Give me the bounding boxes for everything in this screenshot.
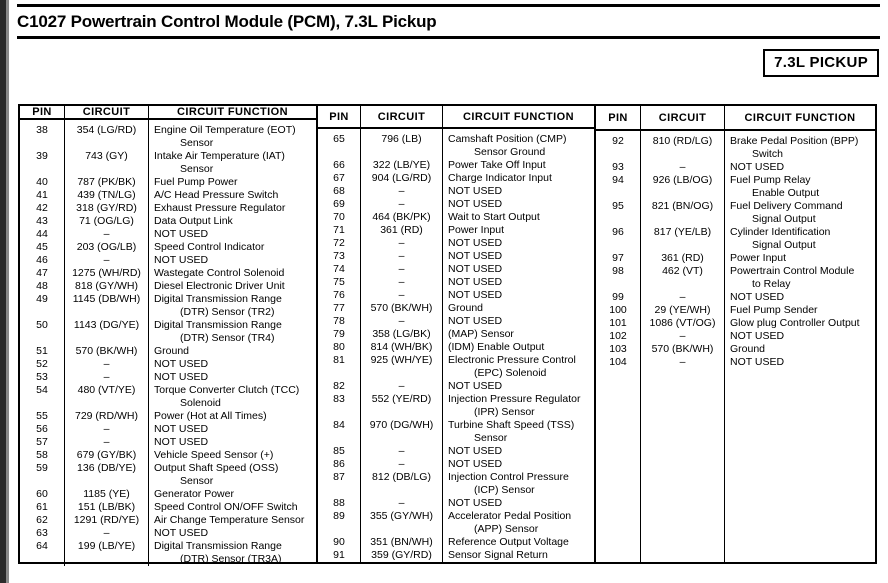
table-cell-circuit: – — [103, 436, 110, 448]
column-header-function: CIRCUIT FUNCTION — [148, 106, 316, 118]
table-cell-pin: 63 — [36, 527, 48, 539]
row-spacer — [318, 367, 360, 380]
table-cell-function-continued: Switch — [752, 148, 783, 160]
table-cell-function: Reference Output Voltage — [448, 536, 569, 548]
table-cell-circuit: 151 (LB/BK) — [77, 501, 136, 513]
row-spacer — [65, 553, 148, 566]
table-cell-pin: 89 — [333, 510, 345, 522]
table-cell-circuit: 925 (WH/YE) — [370, 354, 433, 366]
table-cell-pin: 68 — [333, 185, 345, 197]
table-cell-pin: 64 — [36, 540, 48, 552]
table-cell-circuit: 136 (DB/YE) — [77, 462, 136, 474]
table-cell-function: Output Shaft Speed (OSS) Sensor — [149, 462, 316, 488]
table-cell-pin: 38 — [36, 124, 48, 136]
table-cell-function-continued: Sensor — [180, 137, 214, 149]
table-cell-function-continued: (EPC) Solenoid — [474, 367, 547, 379]
table-cell-circuit: 970 (DG/WH) — [369, 419, 434, 431]
table-cell-circuit: 787 (PK/BK) — [77, 176, 136, 188]
table-cell-function: Power Take Off Input — [448, 159, 546, 171]
table-cell-function: A/C Head Pressure Switch — [154, 189, 279, 201]
table-cell-function-continued: (DTR) Sensor (TR4) — [180, 332, 275, 344]
table-cell-circuit: – — [103, 527, 110, 539]
table-cell-function: NOT USED — [154, 254, 209, 266]
table-cell-function: Digital Transmission Range (DTR) Sensor (TR3A) — [149, 540, 316, 566]
table-cell-circuit: 814 (WH/BK) — [370, 341, 433, 353]
table-cell-function: Vehicle Speed Sensor (+) — [154, 449, 274, 461]
table-cell-function: Brake Pedal Position (BPP) Switch — [725, 135, 875, 161]
table-cell-circuit: 1086 (VT/OG) — [649, 317, 716, 329]
table-cell-function: NOT USED — [154, 371, 209, 383]
table-cell-circuit: 818 (GY/WH) — [74, 280, 138, 292]
badge-row — [9, 39, 888, 79]
table-cell-circuit: 570 (BK/WH) — [370, 302, 433, 314]
row-spacer — [318, 406, 360, 419]
row-spacer — [361, 432, 442, 445]
table-cell-function: NOT USED — [448, 198, 503, 210]
table-cell-circuit: 743 (GY) — [85, 150, 128, 162]
table-cell-pin: 83 — [333, 393, 345, 405]
table-cell-circuit: 926 (LB/OG) — [652, 174, 713, 186]
table-cell-function: NOT USED — [448, 315, 503, 327]
table-cell-function-continued: Sensor — [180, 163, 214, 175]
column-header-function: CIRCUIT FUNCTION — [442, 106, 594, 127]
table-body — [318, 129, 594, 562]
table-cell-pin: 62 — [36, 514, 48, 526]
table-cell-pin: 95 — [612, 200, 624, 212]
table-header-row — [596, 106, 875, 131]
table-cell-function: NOT USED — [448, 445, 503, 457]
table-cell-circuit: – — [398, 289, 405, 301]
table-cell-circuit: 203 (OG/LB) — [76, 241, 137, 253]
table-cell-function-continued: Solenoid — [180, 397, 221, 409]
table-cell-circuit: – — [398, 237, 405, 249]
pin-column — [318, 129, 360, 562]
table-cell-pin: 41 — [36, 189, 48, 201]
table-cell-circuit: 199 (LB/YE) — [77, 540, 136, 552]
table-cell-function: NOT USED — [448, 263, 503, 275]
table-cell-function: Accelerator Pedal Position (APP) Sensor — [443, 510, 594, 536]
pin-column — [596, 131, 640, 562]
table-cell-pin: 61 — [36, 501, 48, 513]
table-cell-function: Wastegate Control Solenoid — [154, 267, 285, 279]
table-cell-circuit: – — [103, 423, 110, 435]
table-cell-pin: 77 — [333, 302, 345, 314]
table-cell-circuit: – — [398, 497, 405, 509]
table-cell-pin: 50 — [36, 319, 48, 331]
table-cell-circuit: – — [398, 198, 405, 210]
column-header-circuit: CIRCUIT — [64, 106, 148, 118]
table-cell-pin: 57 — [36, 436, 48, 448]
table-cell-function: Air Change Temperature Sensor — [154, 514, 305, 526]
table-cell-pin: 79 — [333, 328, 345, 340]
table-cell-function: NOT USED — [448, 289, 503, 301]
table-cell-circuit: 812 (DB/LG) — [372, 471, 431, 483]
table-cell-function-continued: (DTR) Sensor (TR3A) — [180, 553, 282, 565]
table-cell-function-continued: Sensor — [180, 475, 214, 487]
table-cell-pin: 76 — [333, 289, 345, 301]
table-cell-pin: 67 — [333, 172, 345, 184]
table-cell-circuit: – — [679, 161, 686, 173]
table-cell-function-continued: (APP) Sensor — [474, 523, 539, 535]
table-cell-circuit: – — [103, 254, 110, 266]
table-cell-pin: 75 — [333, 276, 345, 288]
table-cell-circuit: 810 (RD/LG) — [652, 135, 713, 147]
table-cell-function: Digital Transmission Range (DTR) Sensor (TR4) — [149, 319, 316, 345]
table-cell-pin: 90 — [333, 536, 345, 548]
column-header-circuit: CIRCUIT — [360, 106, 442, 127]
table-cell-function: Engine Oil Temperature (EOT) Sensor — [149, 124, 316, 150]
table-cell-function: Wait to Start Output — [448, 211, 540, 223]
table-cell-circuit: 358 (LG/BK) — [372, 328, 431, 340]
table-cell-pin: 47 — [36, 267, 48, 279]
table-cell-circuit: 1275 (WH/RD) — [72, 267, 141, 279]
table-cell-circuit: – — [398, 445, 405, 457]
table-cell-function: Ground — [448, 302, 484, 314]
table-cell-function: NOT USED — [448, 497, 503, 509]
table-cell-function: NOT USED — [154, 436, 209, 448]
column-header-pin: PIN — [329, 110, 349, 123]
table-cell-circuit: – — [398, 263, 405, 275]
table-cell-circuit: – — [679, 330, 686, 342]
table-cell-function-continued: Signal Output — [752, 239, 816, 251]
table-cell-pin: 65 — [333, 133, 345, 145]
table-cell-pin: 45 — [36, 241, 48, 253]
table-cell-pin: 103 — [609, 343, 627, 355]
table-cell-function: NOT USED — [730, 356, 785, 368]
table-cell-function: Power (Hot at All Times) — [154, 410, 267, 422]
table-cell-circuit: – — [398, 185, 405, 197]
row-spacer — [65, 475, 148, 488]
table-cell-function-continued: (ICP) Sensor — [474, 484, 535, 496]
table-cell-pin: 51 — [36, 345, 48, 357]
column-header-pin: PIN — [32, 106, 52, 118]
table-block-3 — [594, 106, 875, 562]
table-cell-function: Ground — [730, 343, 766, 355]
circuit-column — [360, 129, 442, 562]
table-cell-function: Fuel Delivery Command Signal Output — [725, 200, 875, 226]
table-cell-circuit: 71 (OG/LG) — [79, 215, 134, 227]
table-cell-circuit: 318 (GY/RD) — [76, 202, 137, 214]
table-cell-function-continued: (DTR) Sensor (TR2) — [180, 306, 275, 318]
table-cell-circuit: 1185 (YE) — [83, 488, 130, 500]
table-cell-pin: 73 — [333, 250, 345, 262]
row-spacer — [65, 306, 148, 319]
table-cell-pin: 59 — [36, 462, 48, 474]
table-cell-function: Sensor Signal Return — [448, 549, 548, 561]
column-header-function: CIRCUIT FUNCTION — [724, 106, 875, 129]
table-cell-pin: 42 — [36, 202, 48, 214]
function-column — [442, 129, 594, 562]
table-cell-function-continued: (IPR) Sensor — [474, 406, 535, 418]
table-cell-circuit: 796 (LB) — [381, 133, 422, 145]
table-cell-function: Camshaft Position (CMP) Sensor Ground — [443, 133, 594, 159]
function-column — [148, 120, 316, 566]
row-spacer — [361, 406, 442, 419]
table-cell-pin: 46 — [36, 254, 48, 266]
table-cell-circuit: 817 (YE/LB) — [653, 226, 712, 238]
table-cell-circuit: – — [103, 228, 110, 240]
table-cell-pin: 88 — [333, 497, 345, 509]
table-cell-pin: 99 — [612, 291, 624, 303]
table-cell-function: NOT USED — [448, 276, 503, 288]
pin-column — [20, 120, 64, 566]
table-cell-circuit: 570 (BK/WH) — [651, 343, 714, 355]
row-spacer — [641, 187, 724, 200]
table-cell-function-continued: Signal Output — [752, 213, 816, 225]
table-cell-circuit: – — [398, 380, 405, 392]
table-cell-pin: 69 — [333, 198, 345, 210]
table-cell-pin: 81 — [333, 354, 345, 366]
table-cell-pin: 48 — [36, 280, 48, 292]
table-cell-pin: 58 — [36, 449, 48, 461]
table-cell-circuit: 351 (BN/WH) — [370, 536, 433, 548]
table-cell-function: Fuel Pump Power — [154, 176, 238, 188]
table-cell-pin: 91 — [333, 549, 345, 561]
table-cell-circuit: 354 (LG/RD) — [76, 124, 137, 136]
table-cell-function: NOT USED — [154, 228, 209, 240]
table-cell-function: Turbine Shaft Speed (TSS) Sensor — [443, 419, 594, 445]
column-header-pin: PIN — [608, 111, 628, 124]
row-spacer — [20, 475, 64, 488]
row-spacer — [318, 484, 360, 497]
row-spacer — [65, 163, 148, 176]
table-cell-function: Data Output Link — [154, 215, 233, 227]
table-cell-pin: 60 — [36, 488, 48, 500]
table-cell-circuit: 29 (YE/WH) — [654, 304, 711, 316]
table-cell-pin: 104 — [609, 356, 627, 368]
table-cell-circuit: – — [398, 315, 405, 327]
circuit-column — [640, 131, 724, 562]
table-cell-function: Torque Converter Clutch (TCC) Solenoid — [149, 384, 316, 410]
table-cell-pin: 84 — [333, 419, 345, 431]
table-cell-function: NOT USED — [730, 330, 785, 342]
table-cell-circuit: – — [679, 291, 686, 303]
table-cell-pin: 43 — [36, 215, 48, 227]
row-spacer — [596, 239, 640, 252]
table-cell-pin: 101 — [609, 317, 627, 329]
table-cell-circuit: – — [679, 356, 686, 368]
table-cell-pin: 56 — [36, 423, 48, 435]
row-spacer — [20, 553, 64, 566]
row-spacer — [361, 367, 442, 380]
table-cell-function-continued: Sensor — [474, 432, 508, 444]
table-cell-pin: 102 — [609, 330, 627, 342]
row-spacer — [641, 239, 724, 252]
table-cell-circuit: 462 (VT) — [662, 265, 703, 277]
table-cell-pin: 66 — [333, 159, 345, 171]
table-cell-function: Fuel Pump Sender — [730, 304, 818, 316]
table-cell-pin: 70 — [333, 211, 345, 223]
table-cell-circuit: – — [398, 276, 405, 288]
table-body — [20, 120, 316, 566]
table-cell-circuit: 570 (BK/WH) — [75, 345, 138, 357]
table-cell-pin: 72 — [333, 237, 345, 249]
table-cell-pin: 54 — [36, 384, 48, 396]
table-block-2 — [316, 106, 594, 562]
row-spacer — [318, 523, 360, 536]
row-spacer — [641, 278, 724, 291]
page-title: C1027 Powertrain Control Module (PCM), 7.3L Pickup — [17, 12, 437, 31]
table-cell-function: Power Input — [448, 224, 505, 236]
table-cell-pin: 93 — [612, 161, 624, 173]
table-cell-pin: 53 — [36, 371, 48, 383]
table-cell-function: Speed Control ON/OFF Switch — [154, 501, 298, 513]
table-cell-function: (IDM) Enable Output — [448, 341, 545, 353]
table-cell-function: Fuel Pump Relay Enable Output — [725, 174, 875, 200]
row-spacer — [20, 163, 64, 176]
table-cell-function-continued: Sensor Ground — [474, 146, 546, 158]
function-column — [724, 131, 875, 562]
table-cell-circuit: 679 (GY/BK) — [76, 449, 137, 461]
circuit-column — [64, 120, 148, 566]
table-cell-circuit: 361 (RD) — [380, 224, 423, 236]
table-cell-function: Glow plug Controller Output — [730, 317, 860, 329]
pin-assignment-table — [18, 104, 877, 564]
table-cell-circuit: 1291 (RD/YE) — [73, 514, 140, 526]
table-cell-pin: 94 — [612, 174, 624, 186]
table-cell-pin: 40 — [36, 176, 48, 188]
table-cell-pin: 97 — [612, 252, 624, 264]
table-cell-function: NOT USED — [448, 458, 503, 470]
table-cell-circuit: 361 (RD) — [661, 252, 704, 264]
table-cell-function: Ground — [154, 345, 190, 357]
table-cell-function: Diesel Electronic Driver Unit — [154, 280, 285, 292]
table-cell-function-continued: to Relay — [752, 278, 791, 290]
table-cell-circuit: – — [398, 250, 405, 262]
row-spacer — [20, 332, 64, 345]
row-spacer — [20, 397, 64, 410]
table-cell-circuit: 821 (BN/OG) — [651, 200, 714, 212]
table-cell-pin: 44 — [36, 228, 48, 240]
row-spacer — [361, 523, 442, 536]
table-cell-pin: 74 — [333, 263, 345, 275]
row-spacer — [361, 484, 442, 497]
table-cell-pin: 87 — [333, 471, 345, 483]
table-cell-pin: 96 — [612, 226, 624, 238]
table-cell-pin: 49 — [36, 293, 48, 305]
table-cell-function: Injection Control Pressure (ICP) Sensor — [443, 471, 594, 497]
table-cell-pin: 71 — [333, 224, 345, 236]
table-cell-circuit: 439 (TN/LG) — [77, 189, 136, 201]
table-cell-circuit: 1143 (DG/YE) — [73, 319, 140, 331]
table-cell-function: Power Input — [730, 252, 787, 264]
table-cell-function: Charge Indicator Input — [448, 172, 552, 184]
table-cell-pin: 86 — [333, 458, 345, 470]
row-spacer — [318, 432, 360, 445]
table-cell-circuit: 464 (BK/PK) — [372, 211, 431, 223]
table-cell-circuit: 322 (LB/YE) — [372, 159, 431, 171]
table-cell-pin: 85 — [333, 445, 345, 457]
table-cell-circuit: – — [398, 458, 405, 470]
table-cell-circuit: 552 (YE/RD) — [371, 393, 432, 405]
table-cell-pin: 39 — [36, 150, 48, 162]
table-cell-circuit: 1145 (DB/WH) — [72, 293, 141, 305]
table-cell-pin: 100 — [609, 304, 627, 316]
row-spacer — [596, 148, 640, 161]
table-header-row — [20, 106, 316, 120]
table-cell-function: Digital Transmission Range (DTR) Sensor (TR2) — [149, 293, 316, 319]
table-cell-function: NOT USED — [730, 161, 785, 173]
table-cell-function: Injection Pressure Regulator (IPR) Sensor — [443, 393, 594, 419]
table-cell-pin: 82 — [333, 380, 345, 392]
row-spacer — [20, 137, 64, 150]
table-cell-circuit: 729 (RD/WH) — [74, 410, 138, 422]
model-badge: 7.3L PICKUP — [763, 49, 879, 77]
row-spacer — [596, 278, 640, 291]
table-header-row — [318, 106, 594, 129]
column-header-circuit: CIRCUIT — [640, 106, 724, 129]
row-spacer — [318, 146, 360, 159]
table-cell-circuit: 480 (VT/YE) — [77, 384, 136, 396]
table-cell-function: NOT USED — [154, 527, 209, 539]
row-spacer — [641, 148, 724, 161]
table-block-1 — [20, 106, 316, 565]
row-spacer — [65, 397, 148, 410]
table-cell-pin: 92 — [612, 135, 624, 147]
table-cell-circuit: 904 (LG/RD) — [371, 172, 432, 184]
table-cell-function: Generator Power — [154, 488, 234, 500]
table-cell-circuit: 359 (GY/RD) — [371, 549, 432, 561]
row-spacer — [596, 213, 640, 226]
table-cell-function: Exhaust Pressure Regulator — [154, 202, 286, 214]
table-cell-pin: 52 — [36, 358, 48, 370]
row-spacer — [641, 213, 724, 226]
table-cell-function-continued: Enable Output — [752, 187, 820, 199]
row-spacer — [361, 146, 442, 159]
table-cell-function: Electronic Pressure Control (EPC) Solenoid — [443, 354, 594, 380]
table-cell-function: Intake Air Temperature (IAT) Sensor — [149, 150, 316, 176]
table-cell-function: NOT USED — [448, 380, 503, 392]
table-cell-pin: 55 — [36, 410, 48, 422]
table-cell-function: NOT USED — [448, 185, 503, 197]
table-cell-circuit: – — [103, 358, 110, 370]
table-cell-circuit: 355 (GY/WH) — [369, 510, 433, 522]
table-cell-function: NOT USED — [448, 237, 503, 249]
table-cell-function: NOT USED — [154, 423, 209, 435]
document-page — [9, 0, 888, 583]
table-cell-function: Cylinder Identification Signal Output — [725, 226, 875, 252]
table-cell-circuit: – — [103, 371, 110, 383]
table-cell-pin: 80 — [333, 341, 345, 353]
row-spacer — [65, 137, 148, 150]
table-cell-function: Speed Control Indicator — [154, 241, 265, 253]
table-cell-function: NOT USED — [154, 358, 209, 370]
table-body — [596, 131, 875, 562]
row-spacer — [596, 187, 640, 200]
table-cell-function: NOT USED — [730, 291, 785, 303]
table-cell-function: (MAP) Sensor — [448, 328, 514, 340]
table-cell-pin: 78 — [333, 315, 345, 327]
row-spacer — [65, 332, 148, 345]
table-cell-function: Powertrain Control Module to Relay — [725, 265, 875, 291]
table-cell-function: NOT USED — [448, 250, 503, 262]
table-cell-pin: 98 — [612, 265, 624, 277]
row-spacer — [20, 306, 64, 319]
